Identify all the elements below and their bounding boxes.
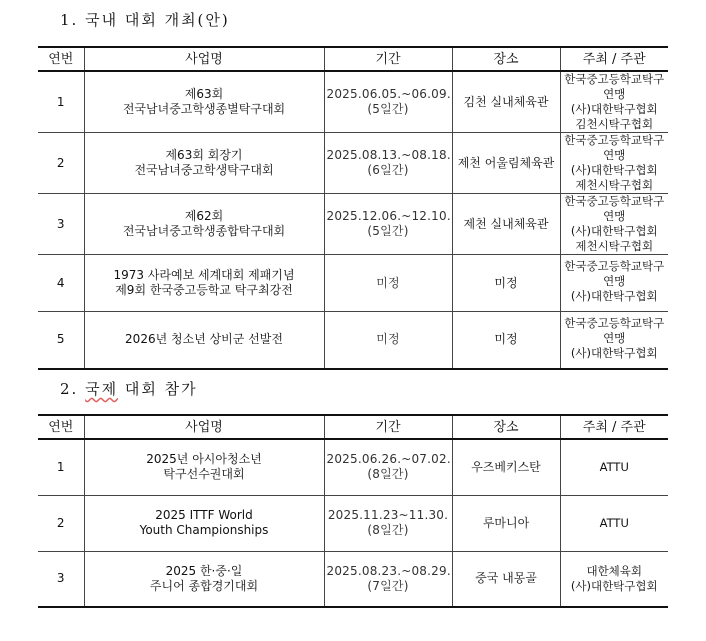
col-header-host: 주최 / 주관: [560, 415, 668, 439]
row-period: 2025.06.26.~07.02. (8일간): [324, 439, 452, 495]
domestic-events-table: [38, 46, 668, 370]
table-row: [38, 495, 668, 551]
row-period: 2025.08.23.~08.29. (7일간): [324, 551, 452, 607]
row-no: 1: [38, 71, 84, 133]
row-period: 미정: [324, 255, 452, 312]
row-host: 대한체육회 (사)대한탁구협회: [560, 551, 668, 607]
row-no: 1: [38, 439, 84, 495]
row-venue: 제천 실내체육관: [452, 194, 560, 255]
row-period: 2025.11.23~11.30. (8일간): [324, 495, 452, 551]
row-name: 2025년 아시아청소년 탁구선수권대회: [84, 439, 324, 495]
col-header-host: 주최 / 주관: [560, 47, 668, 71]
row-name: 2025 한·중·일 주니어 종합경기대회: [84, 551, 324, 607]
row-period: 2025.06.05.~06.09. (5일간): [324, 71, 452, 133]
row-name: 2025 ITTF World Youth Championships: [84, 495, 324, 551]
row-host: 한국중고등학교탁구연맹 (사)대한탁구협회 제천시탁구협회: [560, 194, 668, 255]
col-header-period: 기간: [324, 415, 452, 439]
col-header-name: 사업명: [84, 47, 324, 71]
row-venue: 루마니아: [452, 495, 560, 551]
col-header-period: 기간: [324, 47, 452, 71]
row-period: 2025.12.06.~12.10. (5일간): [324, 194, 452, 255]
row-no: 2: [38, 495, 84, 551]
section2-heading: 2. 국제 대회 참가: [60, 380, 198, 398]
section1-heading: 1. 국내 대회 개최(안): [60, 11, 230, 29]
table-header-row: [38, 415, 668, 439]
table-row: [38, 133, 668, 194]
col-header-venue: 장소: [452, 47, 560, 71]
international-events-table: [38, 414, 668, 608]
row-no: 3: [38, 551, 84, 607]
table-row: [38, 194, 668, 255]
table-row: [38, 312, 668, 369]
table-header-row: [38, 47, 668, 71]
col-header-name: 사업명: [84, 415, 324, 439]
row-venue: 중국 내몽골: [452, 551, 560, 607]
row-venue: 제천 어울림체육관: [452, 133, 560, 194]
row-venue: 미정: [452, 255, 560, 312]
row-host: ATTU: [560, 495, 668, 551]
row-venue: 김천 실내체육관: [452, 71, 560, 133]
row-venue: 우즈베키스탄: [452, 439, 560, 495]
row-name: 제63회 회장기 전국남녀중고학생탁구대회: [84, 133, 324, 194]
row-host: 한국중고등학교탁구연맹 (사)대한탁구협회 김천시탁구협회: [560, 71, 668, 133]
row-host: ATTU: [560, 439, 668, 495]
table-row: [38, 439, 668, 495]
table-row: [38, 71, 668, 133]
row-no: 2: [38, 133, 84, 194]
row-host: 한국중고등학교탁구연맹 (사)대한탁구협회 제천시탁구협회: [560, 133, 668, 194]
row-name: 2026년 청소년 상비군 선발전: [84, 312, 324, 369]
col-header-no: 연번: [38, 415, 84, 439]
row-period: 2025.08.13.~08.18. (6일간): [324, 133, 452, 194]
table-row: [38, 255, 668, 312]
row-name: 1973 사라예보 세계대회 제패기념 제9회 한국중고등학교 탁구최강전: [84, 255, 324, 312]
spellcheck-underlined-word: 국제: [85, 380, 119, 398]
col-header-venue: 장소: [452, 415, 560, 439]
row-host: 한국중고등학교탁구연맹 (사)대한탁구협회: [560, 255, 668, 312]
col-header-no: 연번: [38, 47, 84, 71]
table-row: [38, 551, 668, 607]
row-no: 5: [38, 312, 84, 369]
row-period: 미정: [324, 312, 452, 369]
row-name: 제62회 전국남녀중고학생종합탁구대회: [84, 194, 324, 255]
row-venue: 미정: [452, 312, 560, 369]
row-name: 제63회 전국남녀중고학생종별탁구대회: [84, 71, 324, 133]
row-no: 3: [38, 194, 84, 255]
row-no: 4: [38, 255, 84, 312]
row-host: 한국중고등학교탁구연맹 (사)대한탁구협회: [560, 312, 668, 369]
